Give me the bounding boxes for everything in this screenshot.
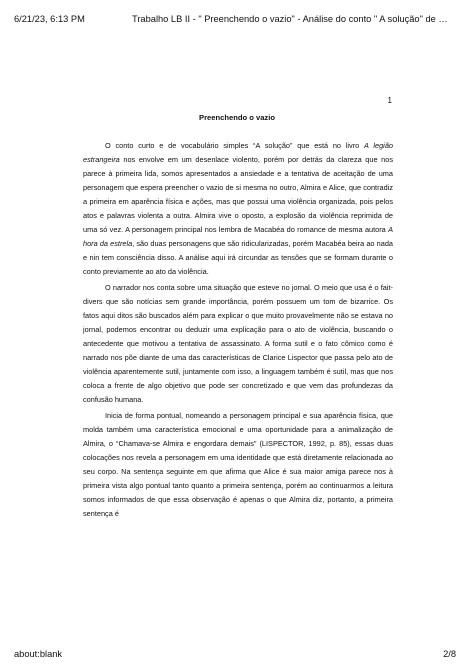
- document-title: Preenchendo o vazio: [199, 113, 275, 122]
- print-document-title: Trabalho LB II - " Preenchendo o vazio" - Análise do conto " A solução" de …: [132, 14, 448, 24]
- print-page-count: 2/8: [443, 649, 456, 659]
- print-date: 6/21/23, 6:13 PM: [14, 14, 85, 24]
- paragraph: [83, 139, 393, 279]
- document-body: [83, 139, 393, 521]
- print-footer: [14, 648, 456, 660]
- paragraph: [83, 409, 393, 521]
- text-run: O conto curto e de vocabulário simples “A solução” que está no livro: [105, 141, 364, 150]
- text-run: Inicia de forma pontual, nomeando a personagem principal e sua aparência física, que molda também uma característica emocional e uma oportunidade para a animalização de Almira, o “Chamava-se Almira e engordara demais” (LISPECTOR, 1992, p. 85), essas duas colocações nos revela a personagem em uma identidade que está diretamente relacionada ao seu corpo. Na sentença seguinte em que afirma que Alice é sua maior amiga parece nos à primeira vista algo pontual tanto quanto a primeira sentença, porém ao continuarmos a leitura somos informados de que essa observação é apenas o que Almira diz, portanto, a primeira sentença é: [83, 410, 393, 518]
- paragraph: [83, 281, 393, 407]
- text-run: O narrador nos conta sobre uma situação que esteve no jornal. O meio que usa é o fait-divers que são notícias sem grande importância, porém possuem um tom de bizarrice. Os fatos aqui ditos são buscados além para explicar o que muito provavelmente não se estava no jornal, podemos encontrar ou deduzir uma explicação para o ato de violência, buscando o antecedente que motivou a tentativa de assassinato. A forma sutil e o fato cômico como é narrado nos põe diante de uma das características de Clarice Lispector que passa pelo ato de violência aparentemente sutil, juntamente com isso, a linguagem também é sutil, mas que nos coloca a frente de algo objetivo que pode ser concretizado e que vem das profundezas da confusão humana.: [83, 282, 393, 405]
- print-url: about:blank: [14, 649, 63, 659]
- print-header: [14, 13, 456, 25]
- page-number: 1: [387, 96, 392, 105]
- text-run: nos envolve em um desenlace violento, porém por detrás da clareza que nos parece à primeira lida, somos apresentados a ansiedade e a tentativa de aceitação de uma personagem que espera preencher o vazio de si mesma no outro, Almira e Alice, que contradiz a primeira em aparência física e ações, mas que possui uma violência organizada, pois pelos atos e palavras violenta a outra. Almira vive o oposto, a explosão da violência reprimida de uma só vez. A personagem principal nos lembra de Macabéa do romance de mesma autora: [83, 155, 393, 235]
- book-title: A hora da estrela: [83, 225, 393, 249]
- book-title: A legião estrangeira: [83, 141, 393, 165]
- text-run: , são duas personagens que são ridicularizadas, porém Macabéa beira ao nada e nin tem consciência disso. A análise aqui irá circundar as tensões que se formam durante o conto previamente ao ato da violência.: [83, 239, 393, 277]
